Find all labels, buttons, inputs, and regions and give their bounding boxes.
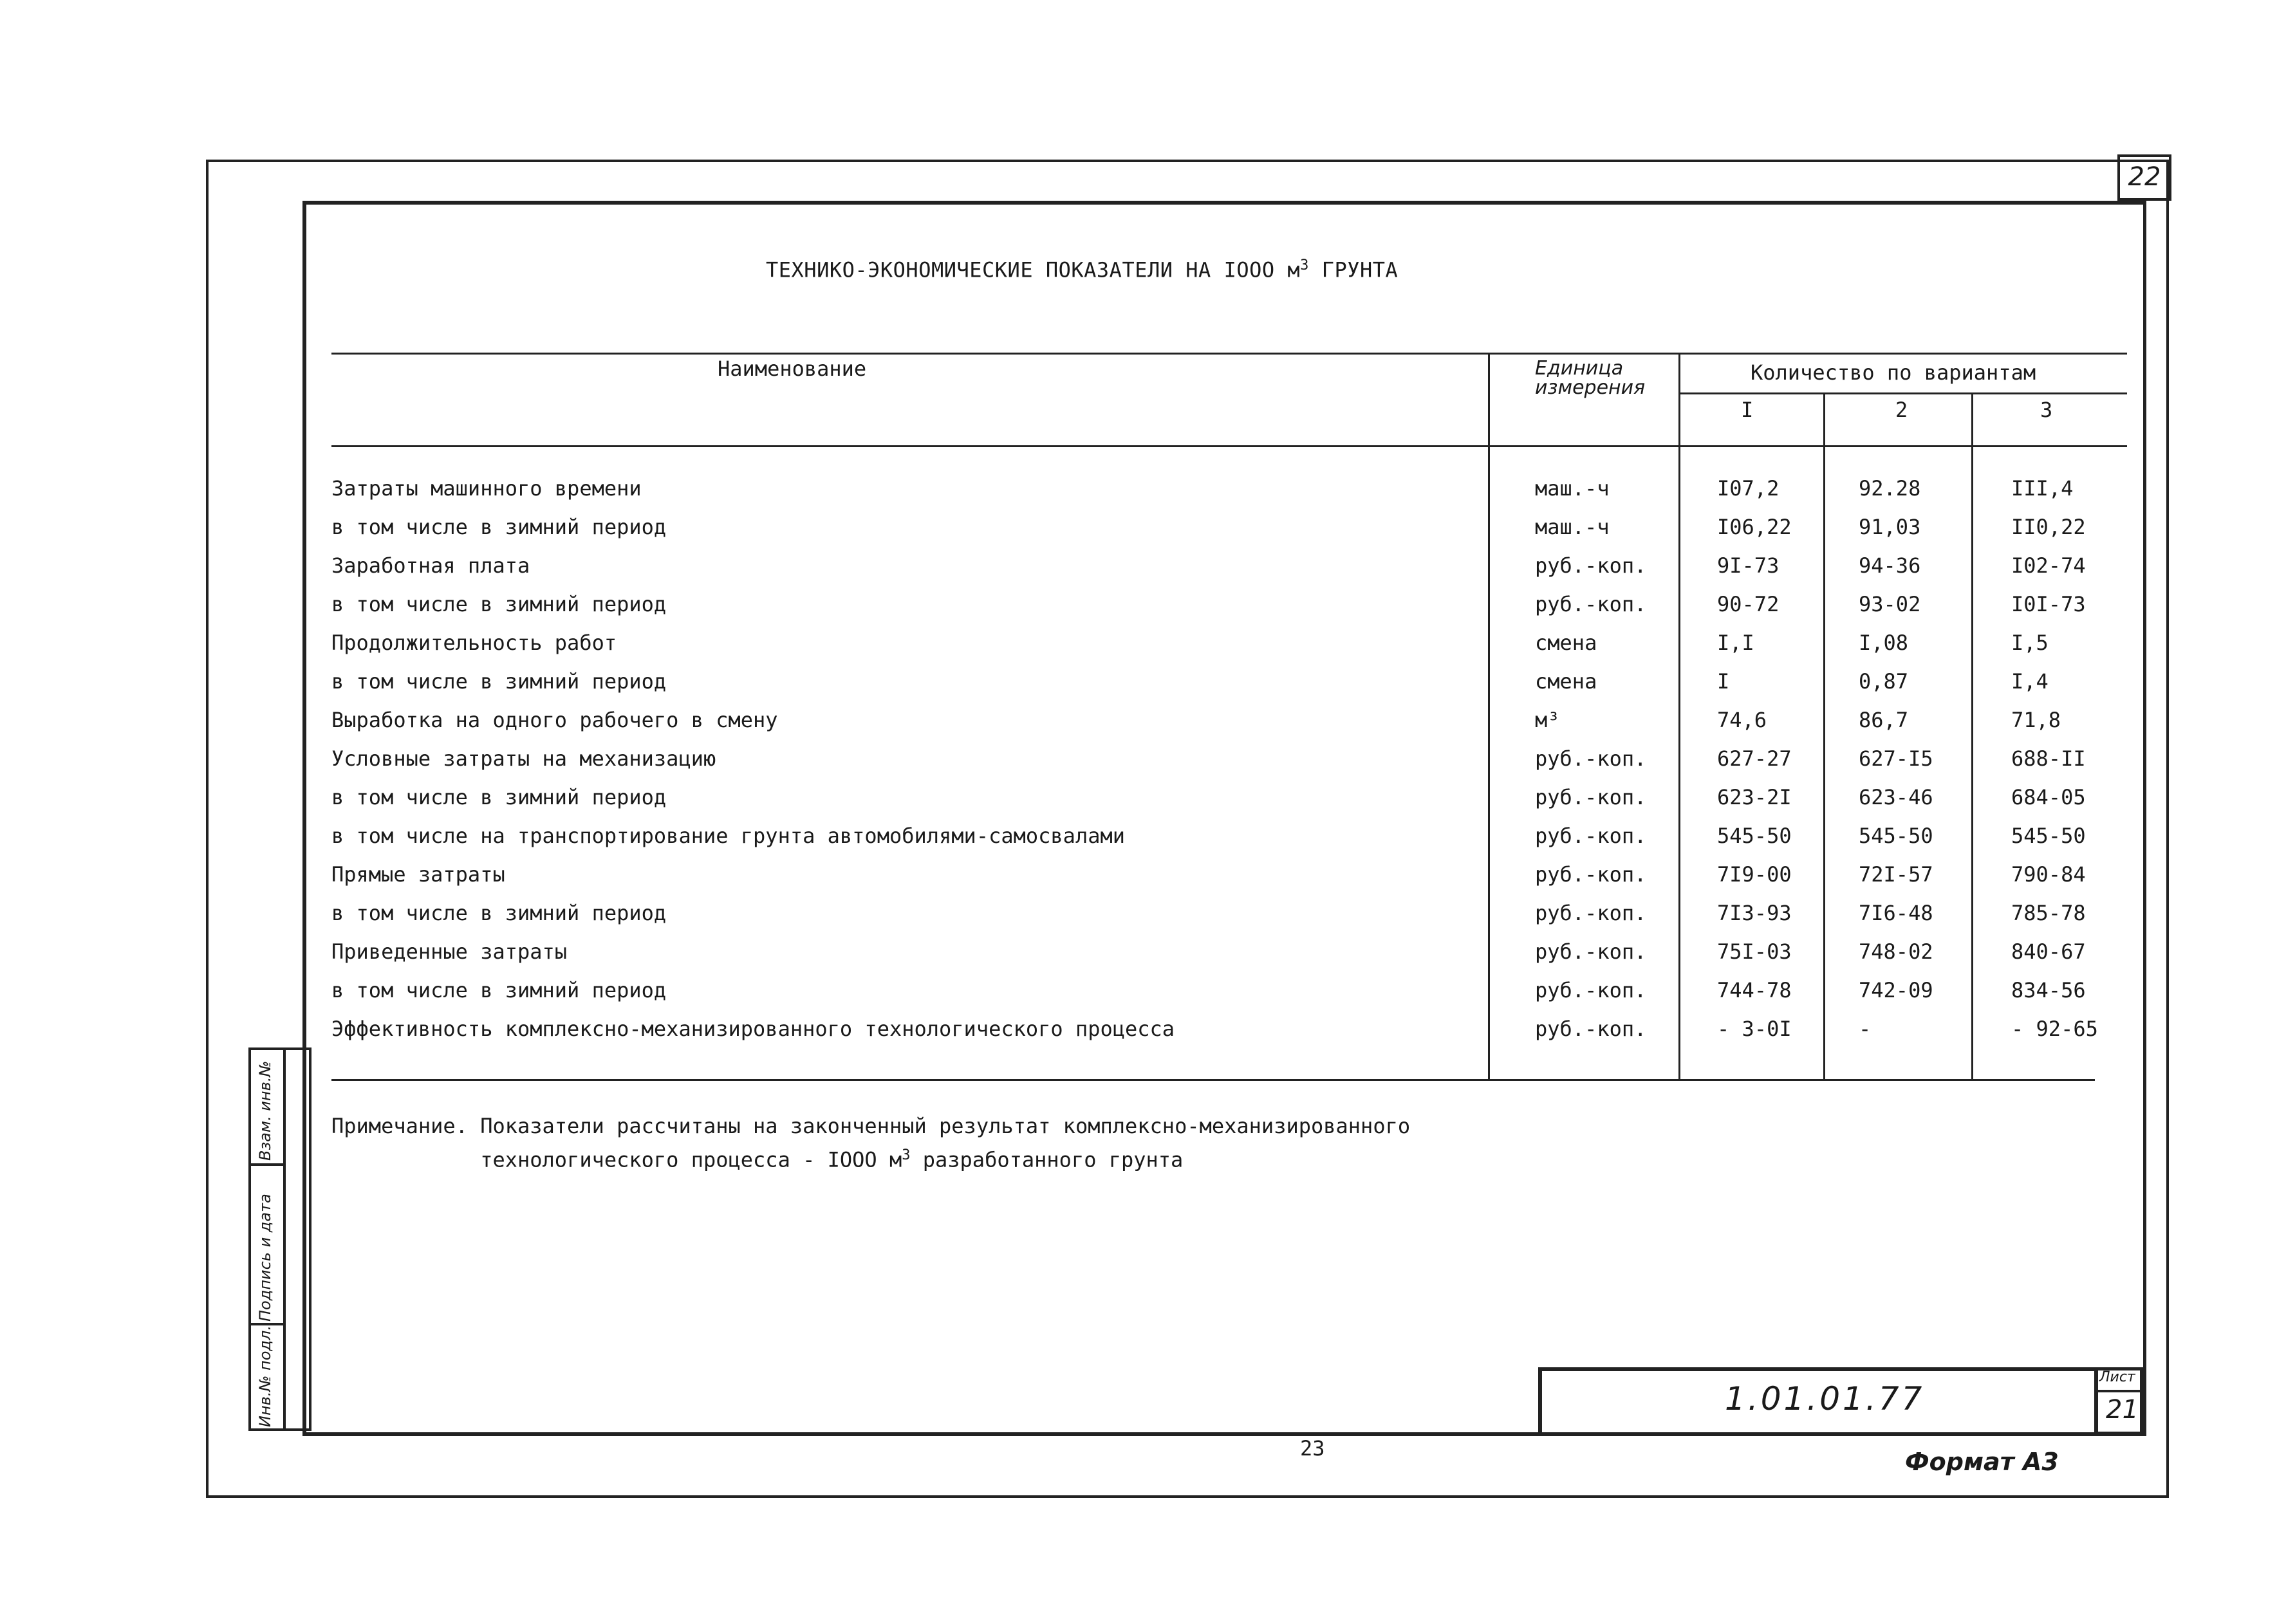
format-label: Формат А3 — [1905, 1448, 2059, 1476]
table-row — [0, 939, 2277, 978]
row-value-variant-2: 72I-57 — [1859, 862, 1933, 887]
row-value-variant-2: 545-50 — [1859, 824, 1933, 848]
row-unit: руб.-коп. — [1535, 978, 1647, 1002]
side-stamp — [248, 1047, 311, 1431]
row-value-variant-3: I0I-73 — [2011, 592, 2086, 616]
row-value-variant-1: I — [1717, 669, 1730, 694]
header-unit-line1: Единица — [1535, 357, 1624, 380]
table-top-rule — [331, 353, 2127, 355]
side-stamp-divider — [283, 1050, 286, 1428]
row-value-variant-2: 742-09 — [1859, 978, 1933, 1002]
document-code: 1.01.01.77 — [1725, 1380, 1925, 1417]
side-label-signature: Подпись и дата — [256, 1194, 274, 1322]
header-variant-2: 2 — [1895, 398, 1908, 422]
row-name: Приведенные затраты — [331, 939, 568, 964]
list-label: Лист — [2099, 1369, 2135, 1385]
row-value-variant-1: 744-78 — [1717, 978, 1792, 1002]
row-name: в том числе в зимний период — [331, 978, 667, 1002]
header-variant-1: I — [1741, 398, 1754, 422]
row-unit: м³ — [1535, 708, 1560, 732]
row-value-variant-1: 545-50 — [1717, 824, 1792, 848]
row-value-variant-1: 74,6 — [1717, 708, 1767, 732]
row-value-variant-1: 627-27 — [1717, 746, 1792, 771]
row-name: Условные затраты на механизацию — [331, 746, 716, 771]
side-label-inventory: Инв.№ подл. — [256, 1325, 274, 1427]
row-unit: руб.-коп. — [1535, 553, 1647, 578]
row-name: в том числе в зимний период — [331, 515, 667, 539]
row-name: в том числе на транспортирование грунта автомобилями-самосвалами — [331, 824, 1125, 848]
row-value-variant-3: 545-50 — [2011, 824, 2086, 848]
list-value: 21 — [2106, 1395, 2139, 1425]
header-variant-3: 3 — [2040, 398, 2053, 422]
header-bottom-rule — [331, 445, 2127, 447]
table-row — [0, 631, 2277, 669]
title-superscript: 3 — [1300, 257, 1309, 273]
row-value-variant-2: 92.28 — [1859, 476, 1921, 501]
header-name: Наименование — [718, 356, 867, 381]
row-value-variant-3: 840-67 — [2011, 939, 2086, 964]
document-title — [766, 257, 1409, 282]
row-unit: маш.-ч — [1535, 515, 1610, 539]
side-cell-replacement — [251, 1050, 284, 1166]
row-value-variant-2: 627-I5 — [1859, 746, 1933, 771]
row-unit: руб.-коп. — [1535, 1017, 1647, 1041]
row-value-variant-2: 0,87 — [1859, 669, 1909, 694]
list-divider — [2095, 1390, 2143, 1392]
note-line-1: Примечание. Показатели рассчитаны на законченный результат комплексно-механизированного — [331, 1114, 1411, 1138]
row-unit: руб.-коп. — [1535, 824, 1647, 848]
title-text: ТЕХНИКО-ЭКОНОМИЧЕСКИЕ ПОКАЗАТЕЛИ НА IOOO м — [766, 257, 1301, 282]
row-value-variant-3: 834-56 — [2011, 978, 2086, 1002]
table-row — [0, 515, 2277, 553]
side-label-replacement: Взам. инв.№ — [256, 1060, 274, 1161]
row-value-variant-3: 785-78 — [2011, 901, 2086, 925]
row-unit: руб.-коп. — [1535, 785, 1647, 809]
row-name: Выработка на одного рабочего в смену — [331, 708, 778, 732]
page-number: 23 — [1300, 1436, 1325, 1461]
row-value-variant-2: 748-02 — [1859, 939, 1933, 964]
row-value-variant-1: 7I3-93 — [1717, 901, 1792, 925]
header-unit-line2: измерения — [1535, 376, 1646, 399]
row-value-variant-2: 623-46 — [1859, 785, 1933, 809]
row-value-variant-1: 90-72 — [1717, 592, 1780, 616]
title-text-end: ГРУНТА — [1308, 257, 1399, 282]
row-unit: смена — [1535, 631, 1597, 655]
row-name: в том числе в зимний период — [331, 669, 667, 694]
table-row — [0, 669, 2277, 708]
table-row — [0, 708, 2277, 746]
row-value-variant-3: 684-05 — [2011, 785, 2086, 809]
row-value-variant-1: 7I9-00 — [1717, 862, 1792, 887]
table-row — [0, 901, 2277, 939]
note-superscript: 3 — [902, 1147, 911, 1163]
side-cell-signature — [251, 1166, 284, 1325]
row-value-variant-3: - 92-65 — [2011, 1017, 2098, 1041]
row-unit: маш.-ч — [1535, 476, 1610, 501]
row-value-variant-1: I06,22 — [1717, 515, 1792, 539]
table-row — [0, 785, 2277, 824]
row-unit: руб.-коп. — [1535, 862, 1647, 887]
note-line-2-end: разработанного грунта — [910, 1147, 1184, 1172]
row-name: Продолжительность работ — [331, 631, 617, 655]
table-row — [0, 824, 2277, 862]
row-value-variant-3: 71,8 — [2011, 708, 2061, 732]
row-value-variant-3: III,4 — [2011, 476, 2074, 501]
note — [331, 1111, 1410, 1175]
row-name: в том числе в зимний период — [331, 901, 667, 925]
table-row — [0, 1017, 2277, 1055]
row-name: Заработная плата — [331, 553, 530, 578]
sheet-number: 22 — [2117, 154, 2171, 201]
header-quantity: Количество по вариантам — [1751, 360, 2036, 385]
row-unit: руб.-коп. — [1535, 901, 1647, 925]
table-row — [0, 862, 2277, 901]
row-name: в том числе в зимний период — [331, 785, 667, 809]
row-value-variant-2: 86,7 — [1859, 708, 1909, 732]
row-value-variant-2: 94-36 — [1859, 553, 1921, 578]
note-line-2: технологического процесса - IOOO м — [331, 1147, 902, 1172]
header-sub-rule — [1680, 392, 2127, 394]
row-value-variant-1: 623-2I — [1717, 785, 1792, 809]
row-value-variant-3: II0,22 — [2011, 515, 2086, 539]
row-unit: руб.-коп. — [1535, 592, 1647, 616]
table-row — [0, 553, 2277, 592]
table-row — [0, 592, 2277, 631]
row-value-variant-3: I,5 — [2011, 631, 2049, 655]
row-value-variant-3: 790-84 — [2011, 862, 2086, 887]
row-value-variant-1: 9I-73 — [1717, 553, 1780, 578]
table-row — [0, 746, 2277, 785]
table-row — [0, 978, 2277, 1017]
row-value-variant-1: I07,2 — [1717, 476, 1780, 501]
row-value-variant-1: - 3-0I — [1717, 1017, 1792, 1041]
row-value-variant-2: - — [1859, 1017, 1872, 1041]
row-name: Эффективность комплексно-механизированного технологического процесса — [331, 1017, 1175, 1041]
row-value-variant-1: I,I — [1717, 631, 1754, 655]
table-row — [0, 476, 2277, 515]
row-value-variant-1: 75I-03 — [1717, 939, 1792, 964]
row-value-variant-2: 7I6-48 — [1859, 901, 1933, 925]
row-name: в том числе в зимний период — [331, 592, 667, 616]
table-bottom-rule — [331, 1079, 2095, 1081]
row-name: Прямые затраты — [331, 862, 505, 887]
row-name: Затраты машинного времени — [331, 476, 642, 501]
row-value-variant-2: I,08 — [1859, 631, 1909, 655]
row-value-variant-3: I,4 — [2011, 669, 2049, 694]
side-cell-inventory — [251, 1325, 284, 1431]
row-unit: смена — [1535, 669, 1597, 694]
row-value-variant-3: I02-74 — [2011, 553, 2086, 578]
row-value-variant-3: 688-II — [2011, 746, 2086, 771]
row-value-variant-2: 93-02 — [1859, 592, 1921, 616]
row-unit: руб.-коп. — [1535, 746, 1647, 771]
row-value-variant-2: 91,03 — [1859, 515, 1921, 539]
row-unit: руб.-коп. — [1535, 939, 1647, 964]
